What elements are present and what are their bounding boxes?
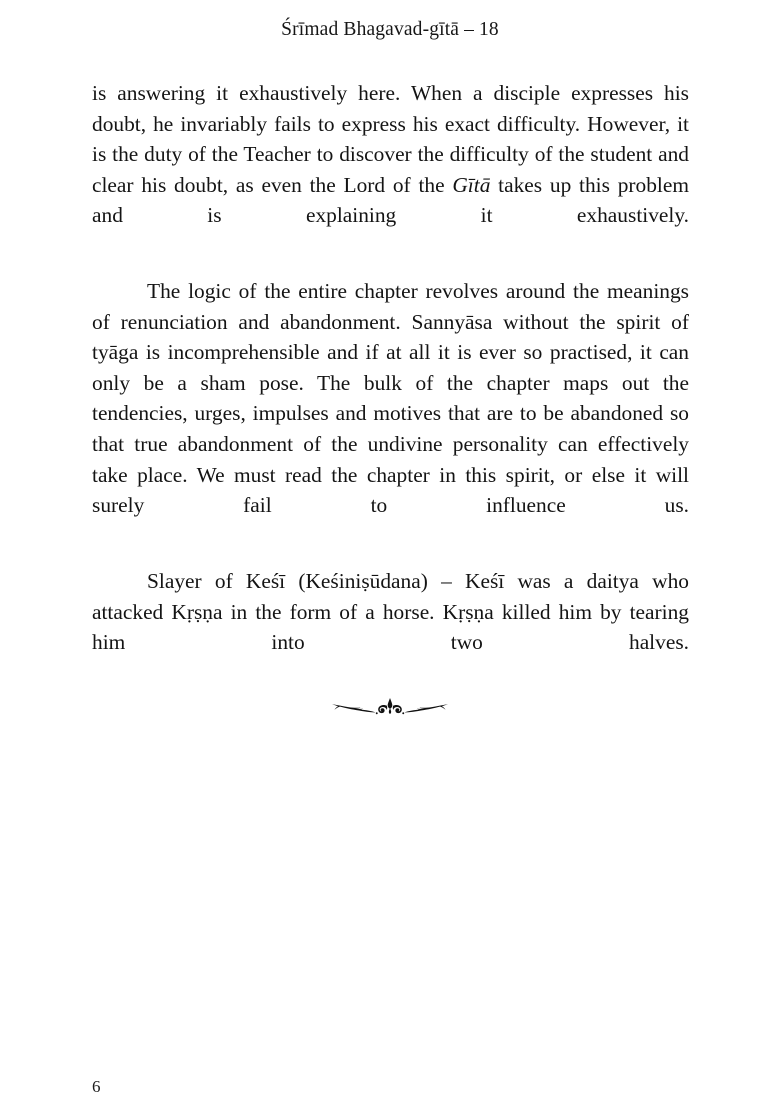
fleuron-divider-ornament	[330, 693, 450, 723]
text-run: takes up this problem and is explaining it exhaustively.	[92, 172, 689, 228]
section-divider	[0, 693, 780, 723]
page-number: 6	[92, 1077, 101, 1096]
paragraph-1	[92, 78, 689, 261]
text-run: Slayer of Keśī (Keśiniṣūdana) – Keśī was a daitya who attacked Kṛṣṇa in the form of a horse. Kṛṣṇa killed him by tearing him into two halves.	[92, 569, 689, 655]
text-run: is answering it exhaustively here. When a disciple expresses his doubt, he invariably fails to express his exact difficulty. However, it is the duty of the Teacher to discover the difficulty of the student and clear his doubt, as even the Lord of the	[92, 81, 689, 197]
body-text-block	[92, 78, 689, 688]
running-header: Śrīmad Bhagavad-gītā – 18	[281, 19, 499, 40]
paragraph-3	[92, 566, 689, 688]
text-run: The logic of the entire chapter revolves around the meanings of renunciation and abandonment. Sannyāsa without the spirit of tyāga is incomprehensible and if at all it is ever so practised, it can only be a sham pose. The bulk of the chapter maps out the tendencies, urges, impulses and motives that are to be abandoned so that true abandonment of the undivine personality can effectively take place. We must read the chapter in this spirit, or else it will surely fail to influence us.	[92, 279, 689, 518]
paragraph-2	[92, 276, 689, 551]
italic-term: Gītā	[452, 172, 491, 197]
